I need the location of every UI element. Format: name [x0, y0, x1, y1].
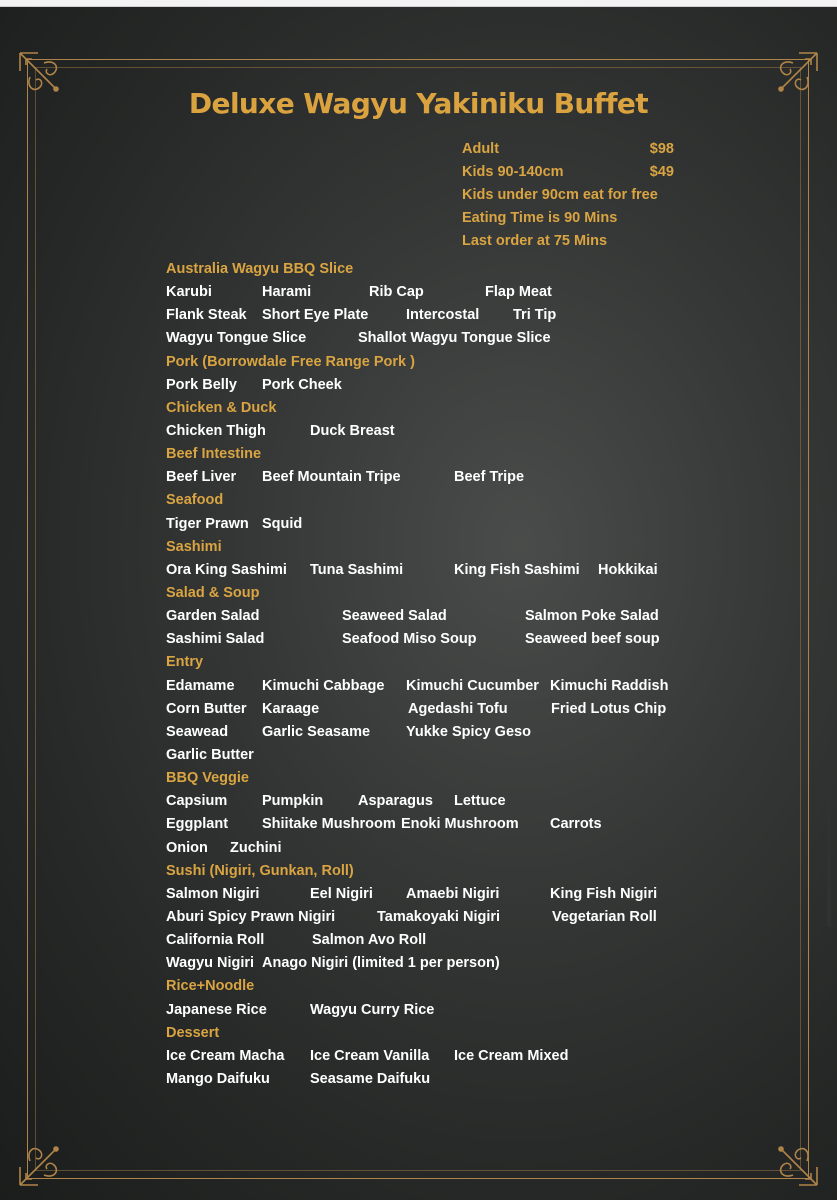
price-row [462, 207, 674, 230]
menu-item: Kimuchi Cucumber [406, 677, 539, 694]
menu-item: Corn Butter [166, 700, 247, 717]
menu-item: Eggplant [166, 816, 229, 833]
corner-ornament-icon [751, 1119, 821, 1189]
menu-item: California Roll [166, 932, 265, 949]
menu-item: Vegetarian Roll [552, 908, 657, 925]
menu-item: Tri Tip [513, 307, 557, 324]
menu-item: Intercostal [406, 307, 480, 324]
menu-item: Shiitake Mushroom [262, 816, 396, 833]
menu-item: Pork Belly [166, 376, 237, 393]
price-label: Last order at 75 Mins [462, 233, 608, 249]
menu-list [166, 258, 696, 1091]
menu-row [166, 420, 696, 443]
menu-item: Eel Nigiri [310, 885, 373, 902]
menu-row [166, 281, 696, 304]
menu-item: Karaage [262, 700, 320, 717]
menu-item: Fried Lotus Chip [551, 700, 667, 717]
scrollbar[interactable] [827, 795, 831, 927]
menu-item: Flap Meat [485, 284, 552, 301]
menu-item: Beef Tripe [454, 469, 525, 486]
menu-row [166, 698, 696, 721]
menu-row [166, 999, 696, 1022]
menu-item: Squid [262, 515, 303, 532]
category-heading: Sushi (Nigiri, Gunkan, Roll) [166, 862, 354, 879]
menu-item: Carrots [550, 816, 602, 833]
price-row [462, 184, 674, 207]
menu-item: Garlic Seasame [262, 723, 371, 740]
menu-item: Kimuchi Cabbage [262, 677, 385, 694]
category-heading: Beef Intestine [166, 446, 262, 463]
menu-item: Aburi Spicy Prawn Nigiri [166, 908, 336, 925]
menu-item: Seafood Miso Soup [342, 631, 477, 648]
menu-row [166, 304, 696, 327]
menu-item: Asparagus [358, 793, 433, 810]
menu-item: Sashimi Salad [166, 631, 265, 648]
price-row [462, 138, 674, 161]
menu-item: Ice Cream Macha [166, 1047, 285, 1064]
menu-item: Ice Cream Mixed [454, 1047, 569, 1064]
menu-row [166, 374, 696, 397]
menu-item: Tiger Prawn [166, 515, 249, 532]
menu-row [166, 1068, 696, 1091]
menu-item: Anago Nigiri (limited 1 per person) [262, 955, 500, 972]
menu-item: Edamame [166, 677, 235, 694]
menu-item: Chicken Thigh [166, 422, 266, 439]
corner-ornament-icon [16, 1119, 86, 1189]
menu-item: Hokkikai [598, 561, 658, 578]
menu-row [166, 790, 696, 813]
menu-row [166, 952, 696, 975]
menu-row [166, 513, 696, 536]
menu-row [166, 837, 696, 860]
page-title: Deluxe Wagyu Yakiniku Buffet [188, 87, 649, 120]
menu-row [166, 883, 696, 906]
menu-item: King Fish Sashimi [454, 561, 580, 578]
menu-item: Short Eye Plate [262, 307, 369, 324]
menu-item: Kimuchi Raddish [550, 677, 669, 694]
price-label: Eating Time is 90 Mins [462, 210, 618, 226]
menu-item: Lettuce [454, 793, 506, 810]
category-heading: Sashimi [166, 538, 222, 555]
menu-row [166, 721, 696, 744]
menu-item: Beef Liver [166, 469, 237, 486]
category-heading: Seafood [166, 492, 224, 509]
price-value: $49 [649, 164, 674, 180]
category-heading: Australia Wagyu BBQ Slice [166, 261, 354, 277]
menu-item: Ice Cream Vanilla [310, 1047, 430, 1064]
menu-page [0, 7, 837, 1200]
menu-row [166, 744, 696, 767]
menu-item: Tuna Sashimi [310, 561, 404, 578]
menu-item: Seaweed beef soup [525, 631, 660, 648]
browser-top-bar [0, 0, 837, 7]
menu-item: Duck Breast [310, 422, 395, 439]
menu-item: Garden Salad [166, 608, 260, 625]
menu-item: Enoki Mushroom [401, 816, 519, 833]
category-heading: Salad & Soup [166, 584, 260, 601]
category-heading: BBQ Veggie [166, 770, 249, 787]
menu-item: Mango Daifuku [166, 1070, 270, 1087]
menu-item: Salmon Poke Salad [525, 608, 659, 625]
menu-item: Japanese Rice [166, 1001, 267, 1018]
menu-row [166, 605, 696, 628]
menu-item: Flank Steak [166, 307, 247, 324]
menu-item: Zuchini [230, 839, 282, 856]
menu-row [166, 813, 696, 836]
menu-row [166, 327, 696, 350]
price-label: Kids under 90cm eat for free [462, 187, 658, 203]
menu-item: Seaweed Salad [342, 608, 447, 625]
menu-item: Wagyu Curry Rice [310, 1001, 435, 1018]
menu-row [166, 675, 696, 698]
category-heading: Pork (Borrowdale Free Range Pork ) [166, 353, 415, 370]
menu-item: Agedashi Tofu [408, 700, 508, 717]
menu-item: Harami [262, 284, 312, 301]
menu-item: Onion [166, 839, 208, 856]
category-heading: Dessert [166, 1024, 220, 1041]
category-heading: Rice+Noodle [166, 978, 255, 995]
menu-row [166, 559, 696, 582]
menu-item: Pork Cheek [262, 376, 342, 393]
menu-item: Seawead [166, 723, 229, 740]
menu-item: Pumpkin [262, 793, 324, 810]
menu-item: Tamakoyaki Nigiri [377, 908, 501, 925]
menu-item: Seasame Daifuku [310, 1070, 431, 1087]
price-value: $98 [649, 141, 674, 157]
price-label: Kids 90-140cm [462, 164, 564, 180]
menu-row [166, 929, 696, 952]
menu-row [166, 628, 696, 651]
menu-item: Garlic Butter [166, 746, 254, 763]
menu-item: Wagyu Tongue Slice [166, 330, 307, 347]
price-list [462, 138, 674, 253]
menu-item: Ora King Sashimi [166, 561, 287, 578]
menu-item: Rib Cap [369, 284, 424, 301]
menu-item: Salmon Avo Roll [312, 932, 427, 949]
price-label: Adult [462, 141, 500, 157]
menu-item: King Fish Nigiri [550, 885, 658, 902]
menu-item: Amaebi Nigiri [406, 885, 500, 902]
category-heading: Chicken & Duck [166, 399, 277, 416]
menu-item: Shallot Wagyu Tongue Slice [358, 330, 551, 347]
price-row [462, 161, 674, 184]
menu-item: Beef Mountain Tripe [262, 469, 401, 486]
category-heading: Entry [166, 654, 204, 671]
menu-item: Salmon Nigiri [166, 885, 260, 902]
menu-item: Capsium [166, 793, 228, 810]
menu-item: Karubi [166, 284, 212, 301]
menu-row [166, 906, 696, 929]
price-row [462, 230, 674, 253]
menu-item: Wagyu Nigiri [166, 955, 255, 972]
menu-row [166, 466, 696, 489]
menu-row [166, 1045, 696, 1068]
menu-item: Yukke Spicy Geso [406, 723, 531, 740]
